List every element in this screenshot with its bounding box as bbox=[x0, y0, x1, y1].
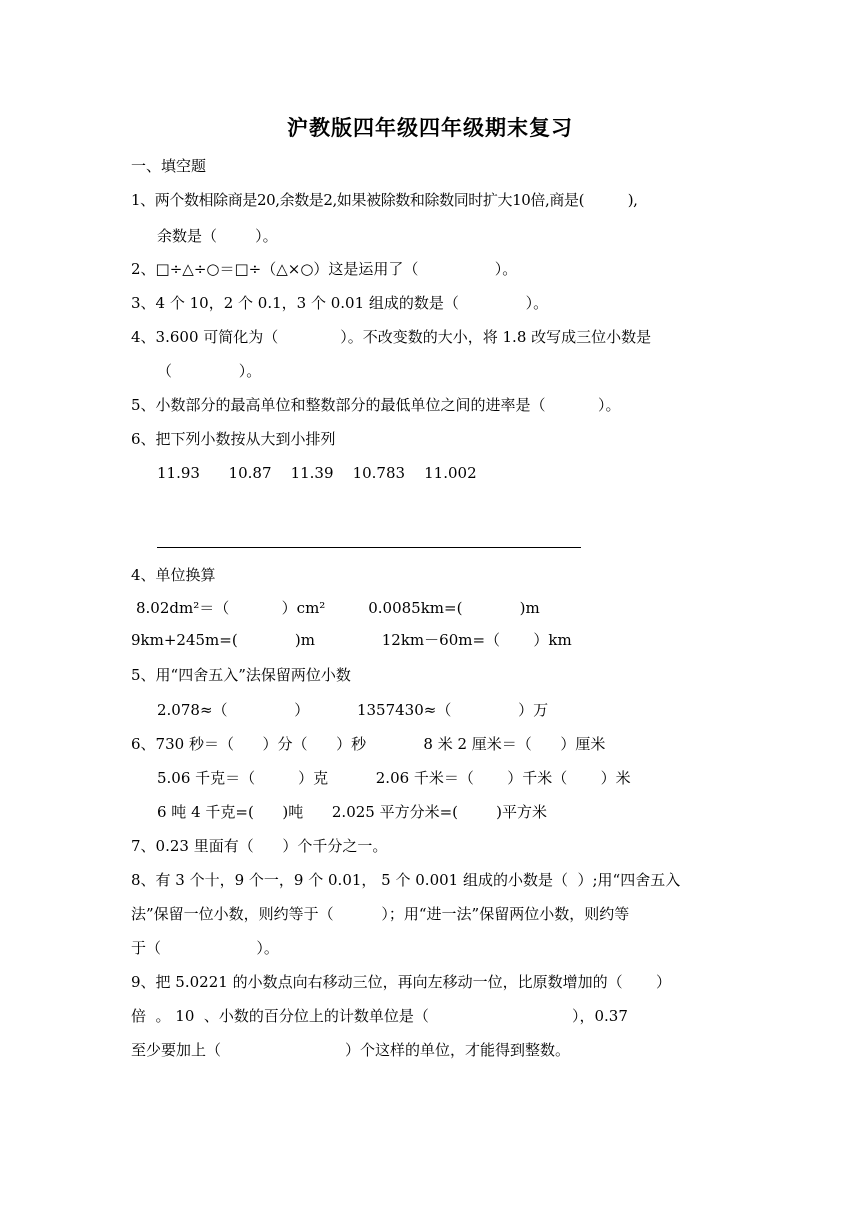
question-4-line-2: （ ）。 bbox=[157, 362, 262, 380]
question-6-numbers: 11.93 10.87 11.39 10.783 11.002 bbox=[157, 464, 477, 482]
question-9-line-2: 倍 。 10 、小数的百分位上的计数单位是（ ），0.37 bbox=[131, 1007, 628, 1025]
section-heading-fill-in: 一、填空题 bbox=[131, 157, 207, 175]
question-3: 3、4 个 10，2 个 0.1，3 个 0.01 组成的数是（ ）。 bbox=[131, 294, 549, 312]
page-title: 沪教版四年级四年级期末复习 bbox=[287, 115, 573, 140]
conversion-row-2: 5.06 千克＝（ ）克 2.06 千米＝（ ）千米（ ）米 bbox=[157, 769, 631, 787]
question-4-line-1: 4、3.600 可简化为（ ）。不改变数的大小，将 1.8 改写成三位小数是 bbox=[131, 328, 652, 346]
question-9-line-3: 至少要加上（ ）个这样的单位，才能得到整数。 bbox=[131, 1041, 570, 1059]
question-8-line-1: 8、有 3 个十，9 个一，9 个 0.01， 5 个 0.001 组成的小数是（ ）;用“四舍五入 bbox=[131, 871, 681, 889]
conversion-row-1: 6、730 秒＝（ ）分（ ）秒 8 米 2 厘米＝（ ）厘米 bbox=[131, 735, 606, 753]
rounding-row: 2.078≈（ ） 1357430≈（ ）万 bbox=[157, 701, 549, 719]
question-6: 6、把下列小数按从大到小排列 bbox=[131, 430, 336, 448]
question-1-line-2: 余数是（ ）。 bbox=[157, 227, 278, 245]
question-7: 7、0.23 里面有（ ）个千分之一。 bbox=[131, 837, 388, 855]
question-2: 2、□÷△÷○＝□÷（△×○）这是运用了（ ）。 bbox=[131, 260, 518, 278]
question-1-line-1: 1、两个数相除商是20,余数是2,如果被除数和除数同时扩大10倍,商是( ), bbox=[131, 191, 638, 209]
unit-conversion-row-2: 9km+245m=( )m 12km－60m=（ ）km bbox=[131, 631, 572, 649]
rounding-heading: 5、用“四舍五入”法保留两位小数 bbox=[131, 666, 351, 684]
question-8-line-2: 法”保留一位小数，则约等于（ ）；用“进一法”保留两位小数，则约等 bbox=[131, 905, 630, 923]
question-5: 5、小数部分的最高单位和整数部分的最低单位之间的进率是（ ）。 bbox=[131, 396, 621, 414]
conversion-row-3: 6 吨 4 千克=( )吨 2.025 平方分米=( )平方米 bbox=[157, 803, 548, 821]
question-9-line-1: 9、把 5.0221 的小数点向右移动三位，再向左移动一位，比原数增加的（ ） bbox=[131, 973, 671, 991]
answer-line bbox=[157, 547, 581, 548]
question-8-line-3: 于（ ）。 bbox=[131, 939, 279, 957]
unit-conversion-row-1: 8.02dm²＝（ ）cm² 0.0085km=( )m bbox=[136, 599, 540, 617]
unit-conversion-heading: 4、单位换算 bbox=[131, 566, 216, 584]
